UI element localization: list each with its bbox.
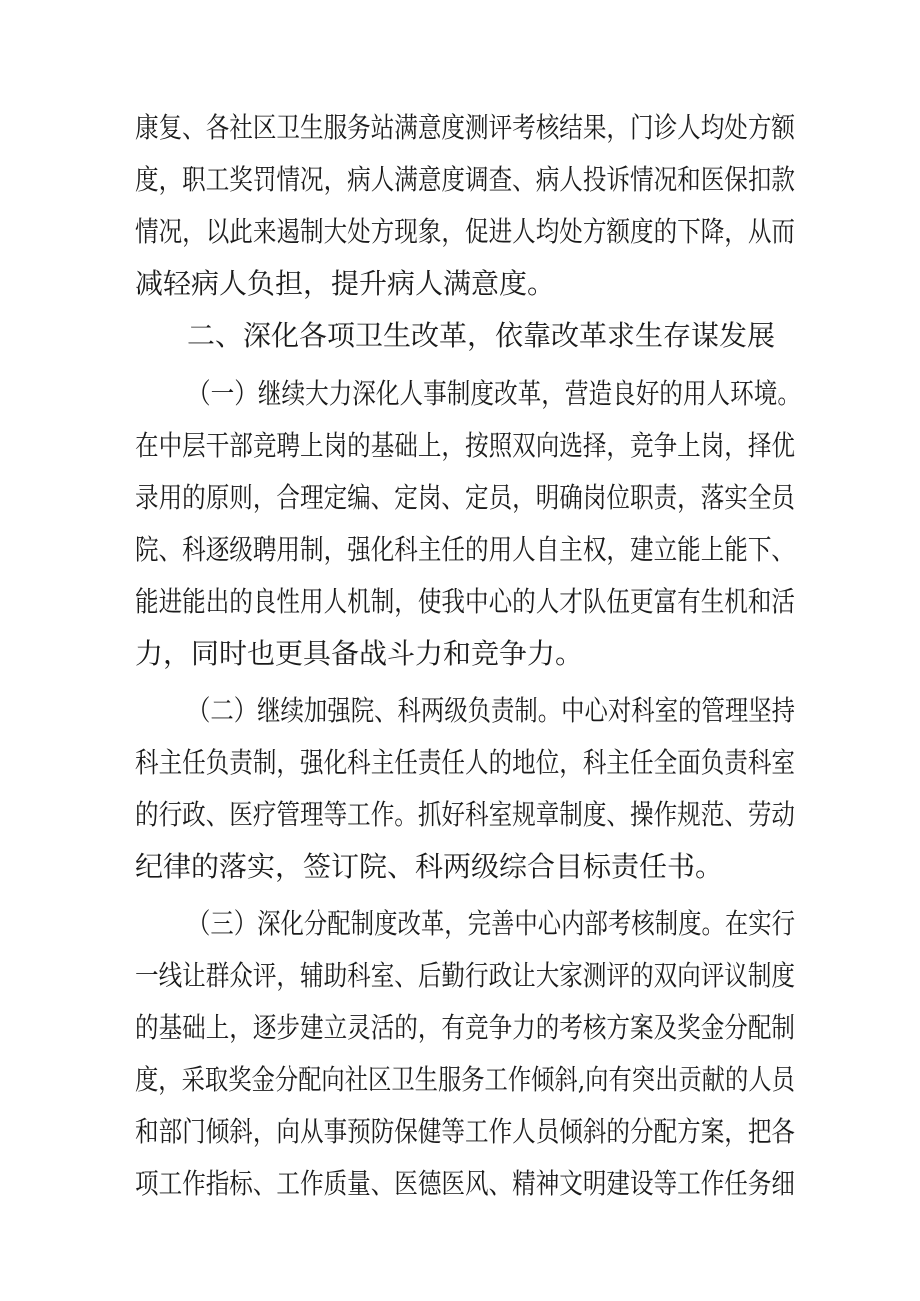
text-line: 能进能出的良性用人机制，使我中心的人才队伍更富有生机和活: [135, 585, 796, 618]
text-line: （二）继续加强院、科两级负责制。中心对科室的管理坚持: [187, 694, 796, 727]
text-line: 力，同时也更具备战斗力和竞争力。: [135, 637, 584, 670]
text-line: 的行政、医疗管理等工作。抓好科室规章制度、操作规范、劳动: [135, 798, 796, 831]
text-line: （一）继续大力深化人事制度改革，营造良好的用人环境。: [187, 377, 802, 410]
text-line: 项工作指标、工作质量、医德医风、精神文明建设等工作任务细: [135, 1167, 796, 1200]
text-line: 纪律的落实，签订院、科两级综合目标责任书。: [135, 850, 724, 883]
text-line: 的基础上，逐步建立灵活的，有竞争力的考核方案及奖金分配制: [135, 1011, 796, 1044]
text-line: 减轻病人负担，提升病人满意度。: [135, 267, 556, 300]
text-line: 一线让群众评，辅助科室、后勤行政让大家测评的双向评议制度: [135, 959, 796, 992]
text-line: 情况，以此来遏制大处方现象，促进人均处方额度的下降，从而: [135, 215, 796, 248]
text-line: （三）深化分配制度改革，完善中心内部考核制度。在实行: [187, 907, 796, 940]
text-line: 录用的原则，合理定编、定岗、定员，明确岗位职责，落实全员: [135, 481, 796, 514]
text-line: 科主任负责制，强化科主任责任人的地位，科主任全面负责科室: [135, 746, 796, 779]
text-line: 和部门倾斜，向从事预防保健等工作人员倾斜的分配方案，把各: [135, 1115, 796, 1148]
section-heading: 二、深化各项卫生改革，依靠改革求生存谋发展: [187, 319, 776, 352]
text-line: 度，采取奖金分配向社区卫生服务工作倾斜,向有突出贡献的人员: [135, 1063, 795, 1096]
text-line: 在中层干部竞聘上岗的基础上，按照双向选择，竞争上岗，择优: [135, 429, 796, 462]
text-line: 度，职工奖罚情况，病人满意度调查、病人投诉情况和医保扣款: [135, 163, 796, 196]
text-line: 康复、各社区卫生服务站满意度测评考核结果，门诊人均处方额: [135, 111, 796, 144]
text-line: 院、科逐级聘用制，强化科主任的用人自主权，建立能上能下、: [135, 533, 796, 566]
